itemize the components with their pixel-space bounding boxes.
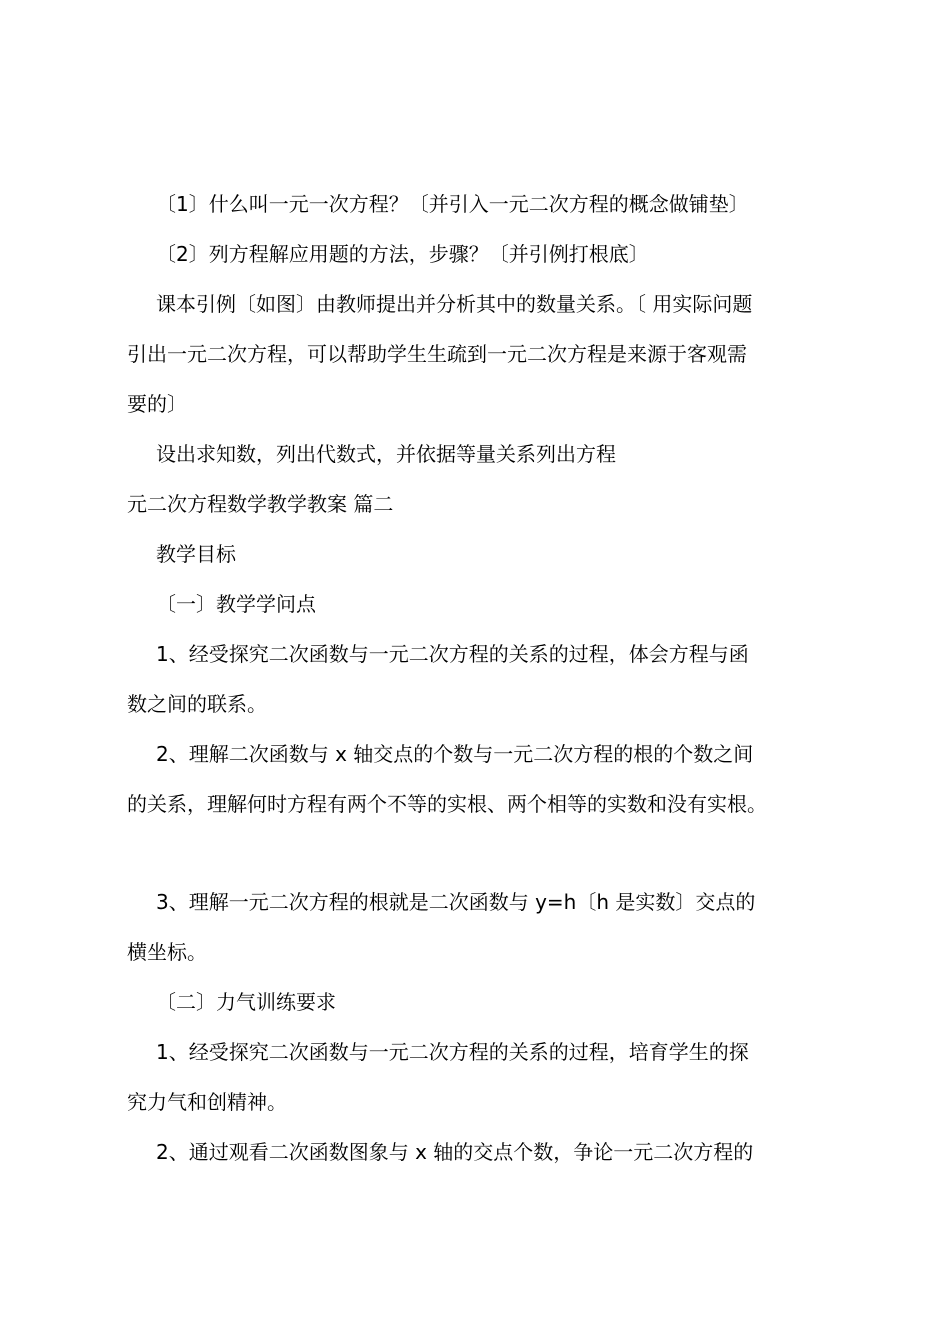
ability-point-1-line-2: 究力气和创精神。 (127, 1090, 287, 1114)
teaching-goals-heading: 教学目标 (156, 542, 236, 566)
knowledge-point-2-line-2: 的关系，理解何时方程有两个不等的实根、两个相等的实数和没有实根。 (127, 792, 767, 816)
ability-training-heading: 〔二〕力气训练要求 (156, 990, 336, 1014)
knowledge-points-heading: 〔一〕教学学问点 (156, 592, 316, 616)
paragraph-textbook-example-line-2: 引出一元二次方程，可以帮助学生生疏到一元二次方程是来源于客观需 (127, 342, 747, 366)
paragraph-textbook-example-line-3: 要的〕 (127, 392, 187, 416)
question-word-problem-steps: 〔2〕列方程解应用题的方法，步骤？〔并引例打根底〕 (156, 242, 649, 266)
knowledge-point-2-line-1: 2、理解二次函数与 x 轴交点的个数与一元二次方程的根的个数之间 (156, 742, 754, 766)
knowledge-point-1-line-1: 1、经受探究二次函数与一元二次方程的关系的过程，体会方程与函 (156, 642, 749, 666)
knowledge-point-1-line-2: 数之间的联系。 (127, 692, 267, 716)
section-heading: 元二次方程数学教学教案 篇二 (127, 492, 394, 516)
question-linear-equation: 〔1〕什么叫一元一次方程？〔并引入一元二次方程的概念做铺垫〕 (156, 192, 749, 216)
paragraph-set-unknown: 设出求知数，列出代数式，并依据等量关系列出方程 (156, 442, 616, 466)
ability-point-2-line-1: 2、通过观看二次函数图象与 x 轴的交点个数，争论一元二次方程的 (156, 1140, 754, 1164)
paragraph-textbook-example-line-1: 课本引例〔如图〕由教师提出并分析其中的数量关系。〔 用实际问题 (156, 292, 753, 316)
knowledge-point-3-line-1: 3、理解一元二次方程的根就是二次函数与 y=h〔h 是实数〕交点的 (156, 890, 756, 914)
ability-point-1-line-1: 1、经受探究二次函数与一元二次方程的关系的过程，培育学生的探 (156, 1040, 749, 1064)
knowledge-point-3-line-2: 横坐标。 (127, 940, 207, 964)
